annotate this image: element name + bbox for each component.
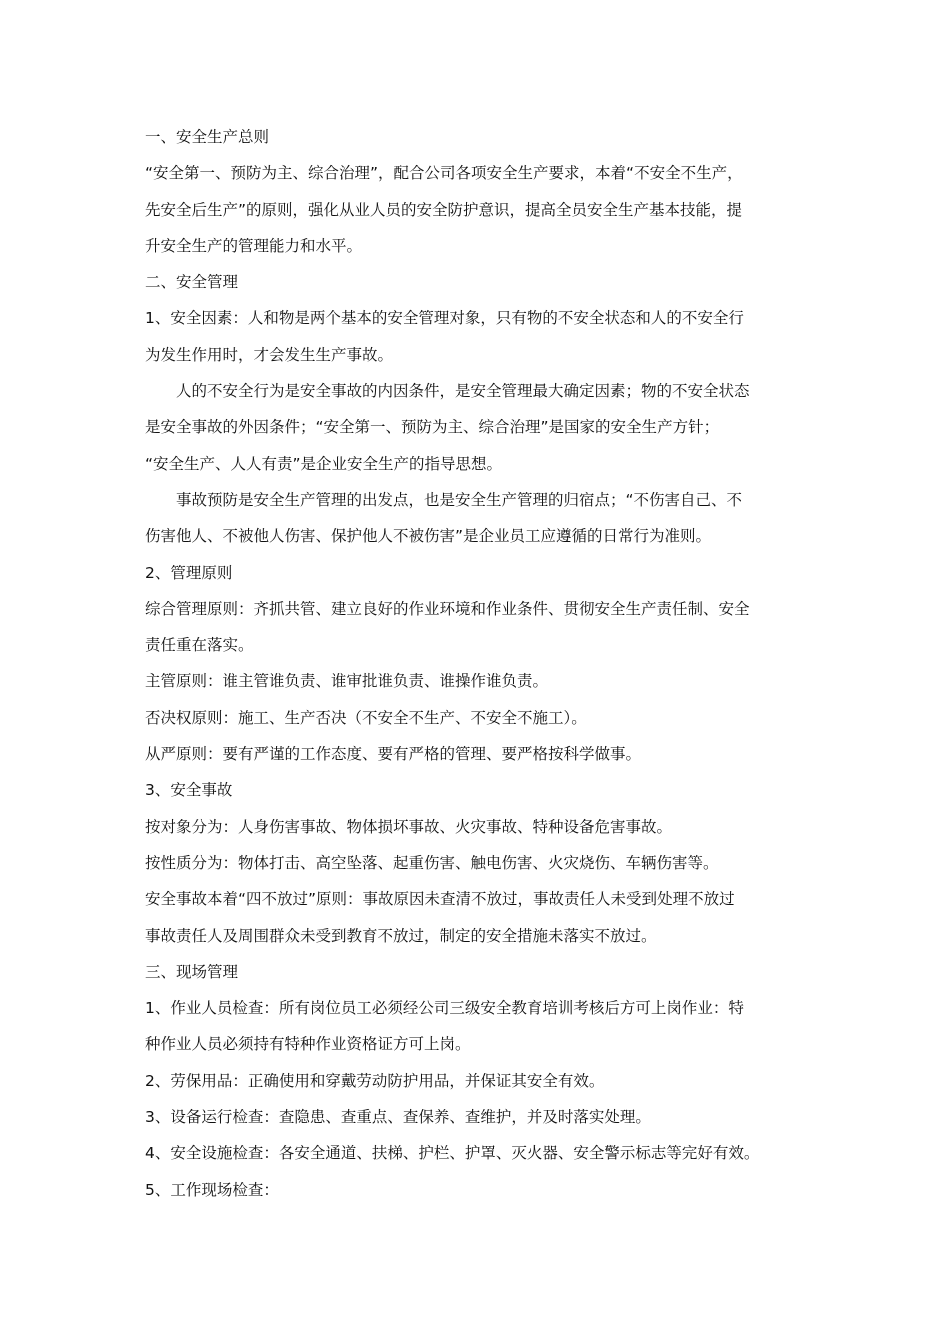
text-line: 为发生作用时，才会发生生产事故。 — [145, 345, 394, 364]
text-line: 人的不安全行为是安全事故的内因条件，是安全管理最大确定因素；物的不安全状态 — [176, 382, 750, 401]
text-line: 4、安全设施检查：各安全通道、扶梯、护栏、护罩、灭火器、安全警示标志等完好有效。 — [145, 1144, 760, 1163]
text-line: 按对象分为：人身伤害事故、物体损坏事故、火灾事故、特种设备危害事故。 — [145, 817, 673, 836]
text-line: “安全第一、预防为主、综合治理”，配合公司各项安全生产要求，本着“不安全不生产， — [145, 164, 743, 183]
text-line: 2、劳保用品：正确使用和穿戴劳动防护用品，并保证其安全有效。 — [145, 1071, 605, 1090]
text-line: “安全生产、人人有责”是企业安全生产的指导思想。 — [145, 454, 503, 473]
text-line: 升安全生产的管理能力和水平。 — [145, 236, 363, 255]
text-line: 综合管理原则：齐抓共管、建立良好的作业环境和作业条件、贯彻安全生产责任制、安全 — [145, 599, 750, 618]
text-line: 3、安全事故 — [145, 781, 233, 800]
text-line: 三、现场管理 — [145, 962, 239, 981]
text-line: 主管原则：谁主管谁负责、谁审批谁负责、谁操作谁负责。 — [145, 672, 549, 691]
text-line: 2、管理原则 — [145, 563, 233, 582]
text-line: 从严原则：要有严谨的工作态度、要有严格的管理、要严格按科学做事。 — [145, 745, 642, 764]
text-line: 安全事故本着“四不放过”原则：事故原因未查清不放过，事故责任人未受到处理不放过 — [145, 890, 735, 909]
text-line: 否决权原则：施工、生产否决（不安全不生产、不安全不施工）。 — [145, 708, 587, 727]
text-line: 是安全事故的外因条件；“安全第一、预防为主、综合治理”是国家的安全生产方针； — [145, 418, 720, 437]
text-line: 1、安全因素：人和物是两个基本的安全管理对象，只有物的不安全状态和人的不安全行 — [145, 309, 744, 328]
text-line: 先安全后生产”的原则，强化从业人员的安全防护意识，提高全员安全生产基本技能，提 — [145, 200, 743, 219]
text-line: 二、安全管理 — [145, 273, 239, 292]
text-line: 1、作业人员检查：所有岗位员工必须经公司三级安全教育培训考核后方可上岗作业：特 — [145, 999, 744, 1018]
text-line: 3、设备运行检查：查隐患、查重点、查保养、查维护，并及时落实处理。 — [145, 1108, 651, 1127]
text-line: 事故预防是安全生产管理的出发点，也是安全生产管理的归宿点；“不伤害自己、不 — [176, 490, 743, 509]
text-line: 伤害他人、不被他人伤害、保护他人不被伤害”是企业员工应遵循的日常行为准则。 — [145, 527, 712, 546]
text-line: 一、安全生产总则 — [145, 128, 270, 146]
text-line: 5、工作现场检查： — [145, 1180, 279, 1199]
document-page — [145, 119, 809, 1208]
text-line: 按性质分为：物体打击、高空坠落、起重伤害、触电伤害、火灾烧伤、车辆伤害等。 — [145, 853, 719, 872]
text-line: 种作业人员必须持有特种作业资格证方可上岗。 — [145, 1035, 471, 1054]
text-line: 责任重在落实。 — [145, 636, 254, 655]
text-line: 事故责任人及周围群众未受到教育不放过，制定的安全措施未落实不放过。 — [145, 926, 657, 945]
